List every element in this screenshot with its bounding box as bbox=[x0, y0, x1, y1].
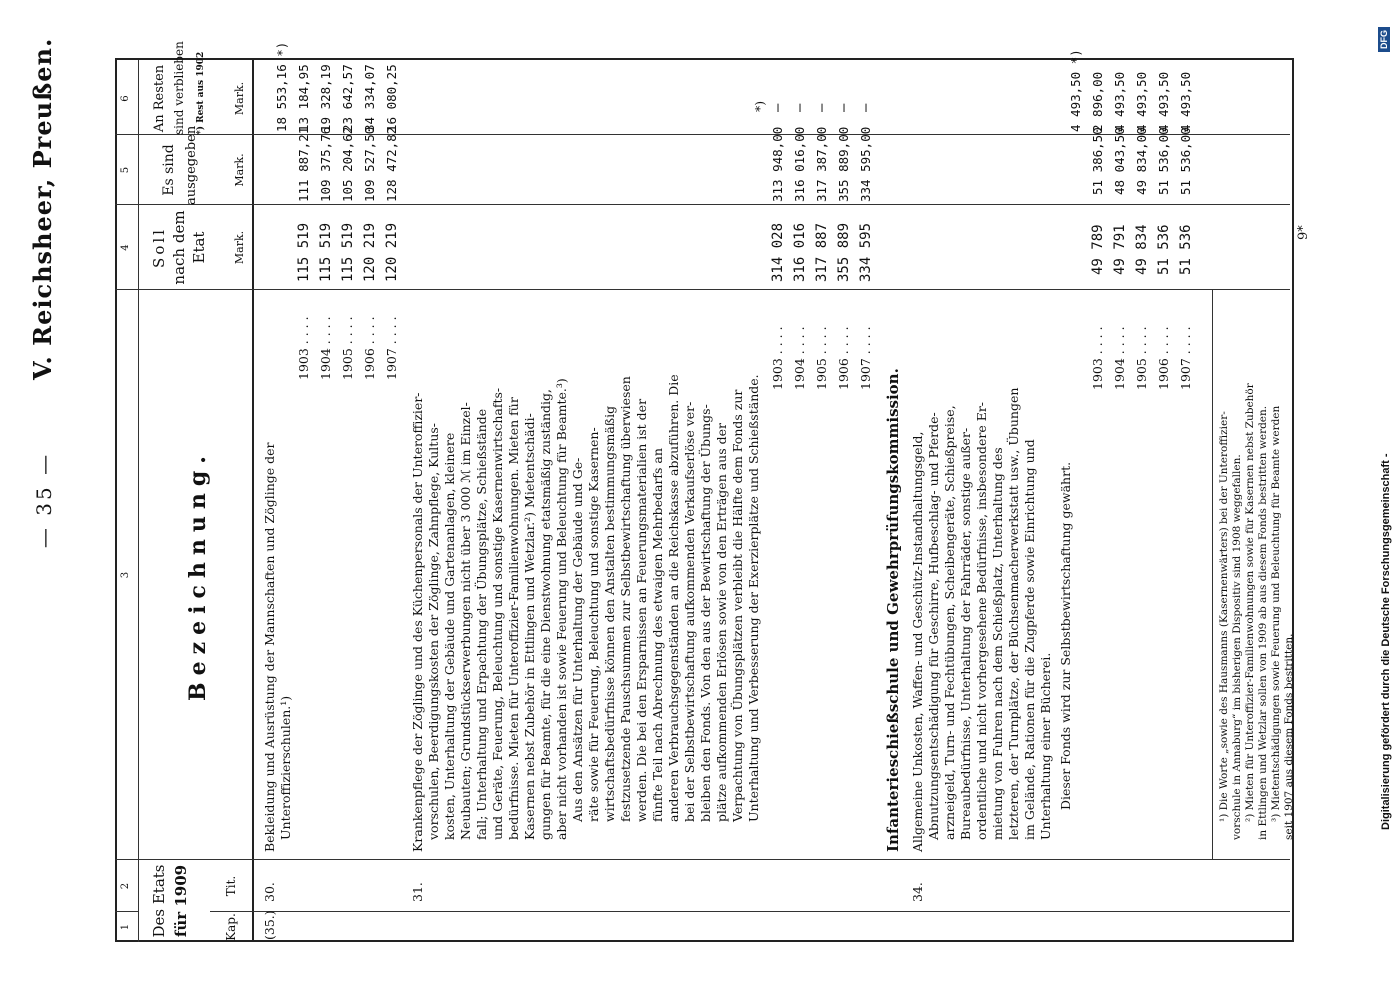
header-des-etats: Des Etats bbox=[150, 864, 168, 938]
ausgegeben-value: 51 386,50 bbox=[1090, 127, 1105, 195]
page-number: — 35 — bbox=[32, 451, 56, 549]
reste-value: 13 184,95 bbox=[296, 64, 311, 132]
ausgegeben-value: 334 595,00 bbox=[858, 126, 873, 202]
year-label: 1903 . . . . bbox=[770, 326, 785, 390]
col-divider-kap bbox=[138, 859, 1290, 860]
year-label: 1905 . . . . bbox=[814, 326, 829, 390]
entry-text-line: gungen für Beamte, für die eine Dienstwohnung etatsmäßig zuständig, bbox=[538, 388, 553, 840]
year-label: 1906 . . . . bbox=[1156, 326, 1171, 390]
soll-value: 316 016 bbox=[792, 222, 808, 282]
entry-text-line: festzusetzende Pauschsummen zur Selbstbewirtschaftung überwiesen bbox=[618, 376, 633, 822]
reste-value: 4 493,50 bbox=[1178, 71, 1193, 132]
section-title: V. Reichsheer, Preußen. bbox=[28, 37, 57, 380]
header-ausgegeben: ausgegeben bbox=[184, 125, 199, 205]
entry-text-line: Aus den Ansätzen für Unterhaltung der Gebäude und Ge- bbox=[570, 457, 585, 822]
year-label: 1907 . . . . bbox=[858, 326, 873, 390]
entry-text-line: räte sowie für Feuerung, Beleuchtung und sonstige Kasernen- bbox=[586, 427, 601, 822]
entry-text-line: fünfte Teil nach Abrechnung des etwaigen Mehrbedarfs an bbox=[650, 448, 665, 822]
footnote-rule bbox=[1212, 290, 1213, 860]
soll-value: 314 028 bbox=[770, 222, 786, 282]
year-label: 1904 . . . . bbox=[792, 326, 807, 390]
header-bezeichnung: Bezeichnung. bbox=[185, 449, 211, 701]
reste-value: — bbox=[836, 103, 852, 112]
entry-text-line: bleiben den Fonds. Von den aus der Bewirtschaftung der Übungs- bbox=[698, 404, 713, 822]
entry-text-line: und Geräte, Feuerung, Beleuchtung und sonstige Kasernenwirtschafts- bbox=[490, 387, 505, 840]
entry-text-line: Bureaubedürfnisse, Unterhaltung der Fahrräder, sonstige außer- bbox=[958, 427, 973, 840]
entry-text-line: ordentliche und nicht vorhergesehene Bedürfnisse, insbesondere Er- bbox=[974, 401, 989, 840]
reste-value: 4 493,50 bbox=[1134, 71, 1149, 132]
header-fuer-1909: für 1909 bbox=[172, 864, 190, 938]
reste-value: 4 493,50 *) bbox=[1068, 49, 1083, 132]
year-label: 1906 . . . . bbox=[362, 316, 377, 380]
tit-number: 34. bbox=[910, 882, 925, 902]
year-label: 1906 . . . . bbox=[836, 326, 851, 390]
entry-text-line: werden. Die bei den Ersparnissen an Feuerungsmaterialien ist der bbox=[634, 398, 649, 822]
col-divider-tit bbox=[210, 911, 1290, 912]
year-label: 1905 . . . . bbox=[340, 316, 355, 380]
colnum-2: 2 bbox=[120, 882, 131, 890]
ausgegeben-value: 111 887,21 bbox=[296, 126, 311, 202]
ausgegeben-value: 316 016,00 bbox=[792, 126, 807, 202]
reste-value: — bbox=[792, 103, 808, 112]
soll-value: 49 834 bbox=[1134, 224, 1150, 275]
soll-value: 51 536 bbox=[1156, 224, 1172, 275]
reste-value: — bbox=[858, 103, 874, 112]
entry-text-line: bedürfnisse. Mieten für Unteroffizier-Familienwohnungen. Mieten für bbox=[506, 397, 521, 840]
year-label: 1904 . . . . bbox=[318, 316, 333, 380]
ausgegeben-value: 109 375,76 bbox=[318, 126, 333, 202]
header-an-resten: An Resten bbox=[152, 64, 167, 133]
entry-text-line: letzteren, der Turnplätze, der Büchsenmacherwerkstatt usw., Übungen bbox=[1006, 387, 1021, 840]
reste-value: 4 493,50 bbox=[1156, 71, 1171, 132]
entry-text-line: mietung von Fuhren nach dem Schießplatz, Unterhaltung des bbox=[990, 447, 1005, 840]
footnote-line: ¹) Die Worte „sowie des Hausmanns (Kasernenwärters) bei der Unteroffizier- bbox=[1218, 411, 1230, 822]
soll-value: 334 595 bbox=[858, 222, 874, 282]
entry-text-line: plätze aufkommenden Erlösen sowie von den Erträgen aus der bbox=[714, 423, 729, 822]
colnum-6: 6 bbox=[120, 95, 131, 102]
header-rest-aus-1902: *) Rest aus 1902 bbox=[196, 51, 206, 135]
footnote-line: seit 1907 aus diesem Fonds bestritten. bbox=[1283, 633, 1295, 840]
entry-text-line: Unterhaltung einer Bücherei. bbox=[1038, 652, 1053, 840]
entry-text-line: bei der Selbstbewirtschaftung aufkommenden Verkaufserlöse ver- bbox=[682, 401, 697, 822]
ausgegeben-value: 355 889,00 bbox=[836, 126, 851, 202]
footnote-line: ²) Mieten für Unteroffizier-Familienwohnungen sowie für Kasernen nebst Zubehör bbox=[1244, 383, 1256, 822]
col-divider-soll bbox=[138, 204, 1290, 205]
year-label: 1907 . . . . bbox=[384, 316, 399, 380]
reste-value: — bbox=[770, 103, 786, 112]
year-label: 1903 . . . . bbox=[296, 316, 311, 380]
colnum-4: 4 bbox=[120, 244, 131, 251]
ausgegeben-value: 49 834,00 bbox=[1134, 127, 1149, 195]
header-sind-verblieben: sind verblieben bbox=[172, 41, 186, 135]
ausgegeben-value: 109 527,50 bbox=[362, 126, 377, 202]
ausgegeben-value: 48 043,50 bbox=[1112, 127, 1127, 195]
tit-number: 30. bbox=[262, 882, 277, 902]
reste-value: 23 642,57 bbox=[340, 64, 355, 132]
header-kap: Kap. bbox=[224, 913, 238, 941]
reste-value: 2 896,00 bbox=[1090, 71, 1105, 132]
soll-value: 49 791 bbox=[1112, 224, 1128, 275]
reste-value: — bbox=[814, 103, 830, 112]
year-label: 1907 . . . . bbox=[1178, 326, 1193, 390]
footnote-line: ³) Mietentschädigungen sowie Feuerung und Beleuchtung für Beamte werden bbox=[1270, 405, 1282, 822]
year-label: 1904 . . . . bbox=[1112, 326, 1127, 390]
entry-text-line: Neubauten; Grundstückserwerbungen nicht über 3 000 ℳ im Einzel- bbox=[458, 402, 473, 840]
dfg-logo: DFG bbox=[1378, 27, 1390, 52]
ausgegeben-value: 313 948,00 bbox=[770, 126, 785, 202]
digitization-note: Digitalisierung gefördert durch die Deutsche Forschungsgemeinschaft - bbox=[1380, 453, 1392, 830]
soll-value: 115 519 bbox=[318, 222, 334, 282]
soll-value: 355 889 bbox=[836, 222, 852, 282]
entry-text-line: Abnutzungsentschädigung für Geschirre, Hufbeschlag- und Pferde- bbox=[926, 412, 941, 840]
ausgegeben-value: 105 204,62 bbox=[340, 126, 355, 202]
entry-text-line: anderen Verbrauchsgegenständen an die Reichskasse abzuführen. Die bbox=[666, 374, 681, 822]
soll-value: 49 789 bbox=[1090, 224, 1106, 275]
entry-text-line: Allgemeine Unkosten, Waffen- und Geschütz-Instandhaltungsgeld, bbox=[910, 431, 925, 852]
entry-text-line: aber nicht vorhanden ist sowie Feuerung und Beleuchtung für Beamte.³) bbox=[554, 378, 569, 840]
col-divider-bez bbox=[138, 289, 1290, 290]
soll-value: 115 519 bbox=[340, 222, 356, 282]
header-mark: Mark. bbox=[233, 153, 246, 187]
signature-mark: 9* bbox=[1296, 225, 1311, 240]
footnote-line: vorschule in Annaburg“ im bisherigen Dispositiv sind 1908 weggefallen. bbox=[1231, 454, 1243, 840]
ausgegeben-value: 128 472,82 bbox=[384, 126, 399, 202]
entry-text-line: Verpachtung von Übungsplätzen verbleibt die Hälfte dem Fonds zur bbox=[730, 389, 745, 822]
soll-value: 120 219 bbox=[384, 222, 400, 282]
ausgegeben-value: 51 536,00 bbox=[1178, 127, 1193, 195]
reste-value: 19 328,19 bbox=[318, 64, 333, 132]
header-rule bbox=[252, 60, 254, 942]
reste-value: 34 334,07 bbox=[362, 64, 377, 132]
kap-number: (35.) bbox=[262, 910, 277, 940]
colnum-5: 5 bbox=[120, 166, 131, 174]
entry-text-line: vorschulen, Beerdigungskosten der Zöglinge, Zahnpflege, Kultus- bbox=[426, 422, 441, 840]
section-heading: Infanterieschießschule und Gewehrprüfungskommission. bbox=[884, 368, 902, 852]
soll-value: 115 519 bbox=[296, 222, 312, 282]
entry-text-line: Krankenpflege der Zöglinge und des Küchenpersonals der Unteroffizier- bbox=[410, 392, 425, 852]
header-nach-dem: nach dem bbox=[170, 210, 188, 285]
tit-number: 31. bbox=[410, 882, 425, 902]
entry-text-line: arzneigeld, Turn- und Fechtübungen, Scheibengeräte, Schießpreise, bbox=[942, 405, 957, 840]
header-soll: Soll bbox=[150, 227, 168, 268]
colnum-rule bbox=[138, 60, 139, 942]
entry-text-line: fall; Unterhaltung und Erpachtung der Übungsplätze, Schießstände bbox=[474, 408, 489, 840]
ausgegeben-value: 317 387,00 bbox=[814, 126, 829, 202]
entry-text-line: Unteroffizierschulen.¹) bbox=[278, 695, 293, 840]
reste-value: 4 493,50 bbox=[1112, 71, 1127, 132]
soll-value: 51 536 bbox=[1178, 224, 1194, 275]
header-es-sind: Es sind bbox=[161, 144, 177, 196]
entry-text-line: Bekleidung und Ausrüstung der Mannschaften und Zöglinge der bbox=[262, 442, 277, 852]
ausgegeben-value: 51 536,00 bbox=[1156, 127, 1171, 195]
entry-text-line: Kasernen nebst Zubehör in Ettlingen und Wetzlar.²) Mietentschädi- bbox=[522, 413, 537, 840]
soll-value: 120 219 bbox=[362, 222, 378, 282]
reste-value: 18 553,16 *) bbox=[274, 41, 289, 132]
entry-text-line: kosten, Unterhaltung der Gebäude und Gartenanlagen, kleinere bbox=[442, 432, 457, 840]
entry-text-line: Dieser Fonds wird zur Selbstbewirtschaftung gewährt. bbox=[1058, 461, 1073, 810]
header-etat: Etat bbox=[190, 231, 208, 264]
entry-text-line: Unterhaltung und Verbesserung der Exerzierplätze und Schießstände. bbox=[746, 374, 761, 822]
year-label: 1905 . . . . bbox=[1134, 326, 1149, 390]
header-mark: Mark. bbox=[233, 81, 246, 116]
colnum-3: 3 bbox=[120, 571, 131, 579]
soll-value: 317 887 bbox=[814, 222, 830, 282]
header-tit: Tit. bbox=[224, 875, 238, 897]
star-note: *) bbox=[752, 100, 767, 112]
footnote-line: in Ettlingen und Wetzlar sollen von 1909 ab aus diesem Fonds bestritten werden. bbox=[1257, 405, 1269, 840]
entry-text-line: im Gelände, Rationen für die Zugpferde sowie Einrichtung und bbox=[1022, 439, 1037, 840]
reste-value: 16 080,25 bbox=[384, 64, 399, 132]
colnum-1: 1 bbox=[120, 923, 131, 931]
header-mark: Mark. bbox=[233, 230, 246, 265]
entry-text-line: wirtschaftsbedürfnisse können den Anstalten bestimmungsmäßig bbox=[602, 405, 617, 822]
year-label: 1903 . . . . bbox=[1090, 326, 1105, 390]
